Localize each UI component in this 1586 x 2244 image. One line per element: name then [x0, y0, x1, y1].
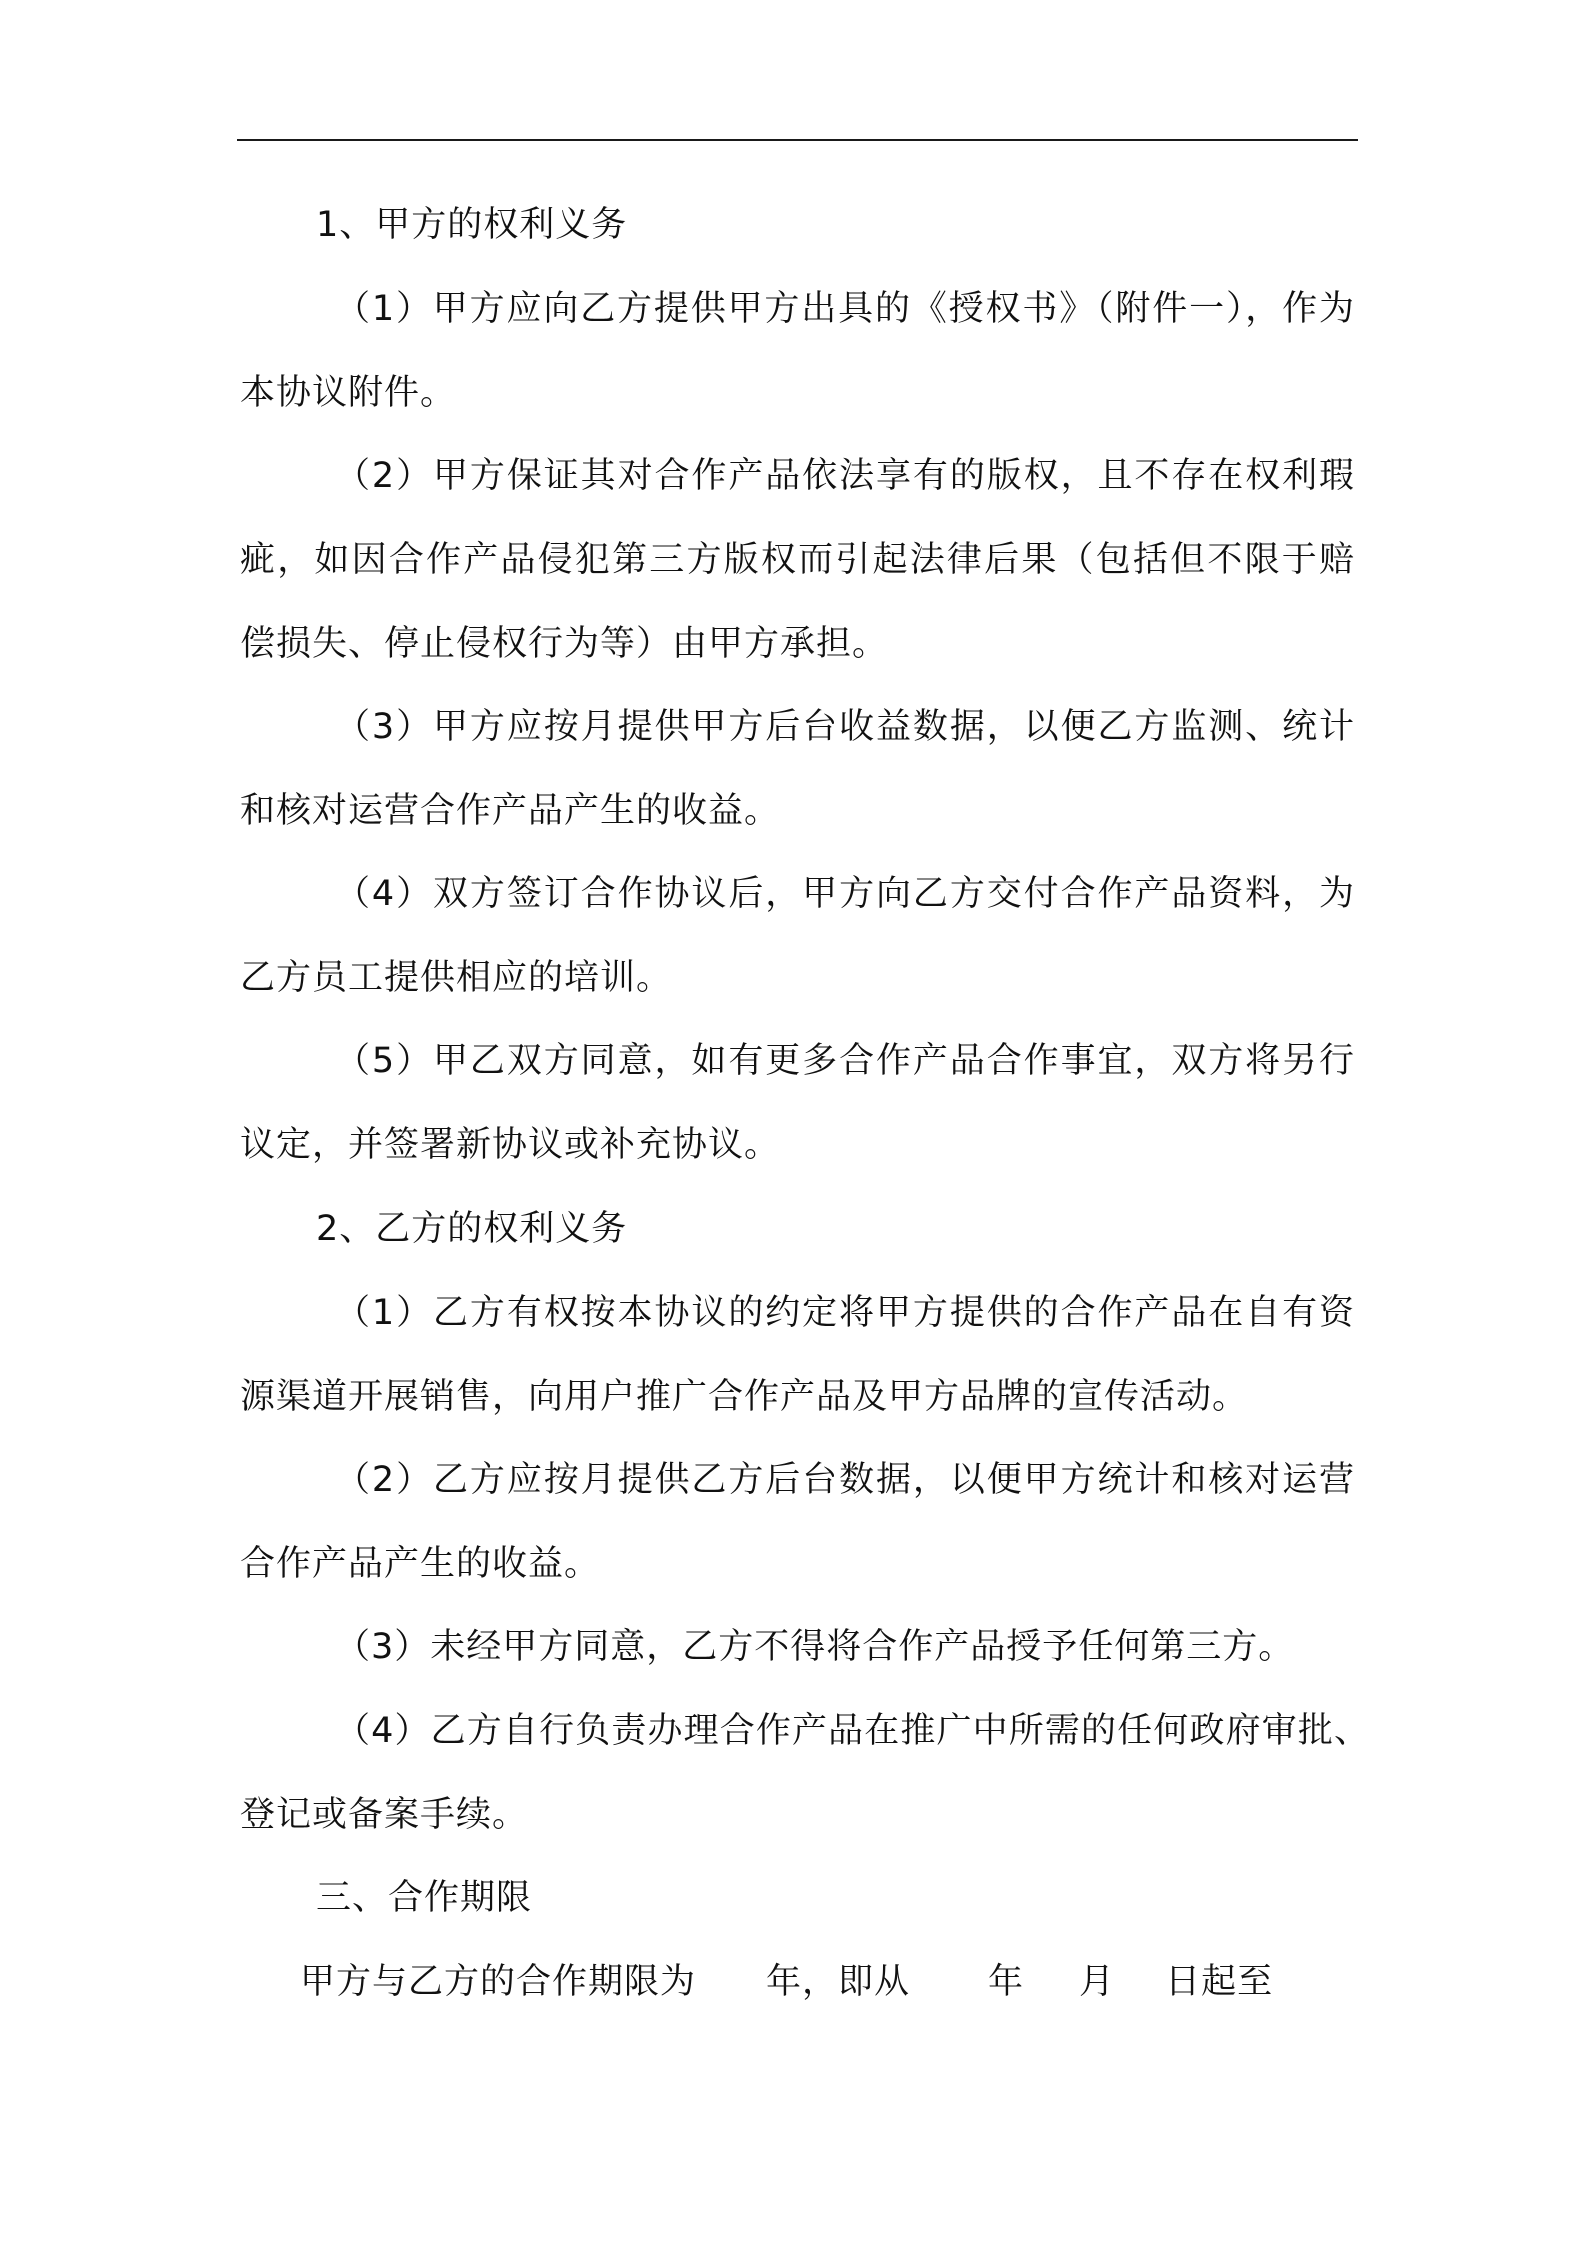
section-heading: 三、合作期限: [316, 1878, 533, 1918]
header-rule: [237, 139, 1358, 141]
paragraph-line: （4）乙方自行负责办理合作产品在推广中所需的任何政府审批、: [335, 1711, 1370, 1751]
paragraph-line: （1）乙方有权按本协议的约定将甲方提供的合作产品在自有资: [335, 1293, 1355, 1333]
paragraph-line: （2）甲方保证其对合作产品依法享有的版权，且不存在权利瑕: [335, 456, 1355, 496]
paragraph-line: 合作产品产生的收益。: [240, 1544, 601, 1584]
section-heading: 1、甲方的权利义务: [316, 205, 628, 245]
term-text-5: 日起至: [1165, 1962, 1274, 2002]
paragraph-line: 乙方员工提供相应的培训。: [240, 958, 673, 998]
paragraph-line: 议定，并签署新协议或补充协议。: [240, 1125, 781, 1165]
paragraph-line: （3）甲方应按月提供甲方后台收益数据，以便乙方监测、统计: [335, 707, 1355, 747]
paragraph-line: （1）甲方应向乙方提供甲方出具的《授权书》（附件一），作为: [335, 289, 1355, 329]
paragraph-line: （4）双方签订合作协议后，甲方向乙方交付合作产品资料，为: [335, 874, 1355, 914]
term-text-2: 年，即从: [766, 1962, 911, 2002]
section-heading: 2、乙方的权利义务: [316, 1209, 628, 1249]
paragraph-line: （2）乙方应按月提供乙方后台数据，以便甲方统计和核对运营: [335, 1460, 1355, 1500]
paragraph-line: 和核对运营合作产品产生的收益。: [240, 791, 781, 831]
paragraph-line: 本协议附件。: [240, 373, 457, 413]
paragraph-line: （3）未经甲方同意，乙方不得将合作产品授予任何第三方。: [335, 1627, 1295, 1667]
term-line: [300, 1958, 1425, 2006]
paragraph-line: 登记或备案手续。: [240, 1795, 529, 1835]
paragraph-line: 源渠道开展销售，向用户推广合作产品及甲方品牌的宣传活动。: [240, 1377, 1249, 1417]
paragraph-line: 偿损失、停止侵权行为等）由甲方承担。: [240, 624, 889, 664]
paragraph-line: 疵，如因合作产品侵犯第三方版权而引起法律后果（包括但不限于赔: [240, 540, 1355, 580]
paragraph-line: （5）甲乙双方同意，如有更多合作产品合作事宜，双方将另行: [335, 1041, 1355, 1081]
term-text-1: 甲方与乙方的合作期限为: [300, 1962, 697, 2002]
term-text-3: 年: [988, 1962, 1025, 2002]
term-text-4: 月: [1079, 1962, 1116, 2002]
